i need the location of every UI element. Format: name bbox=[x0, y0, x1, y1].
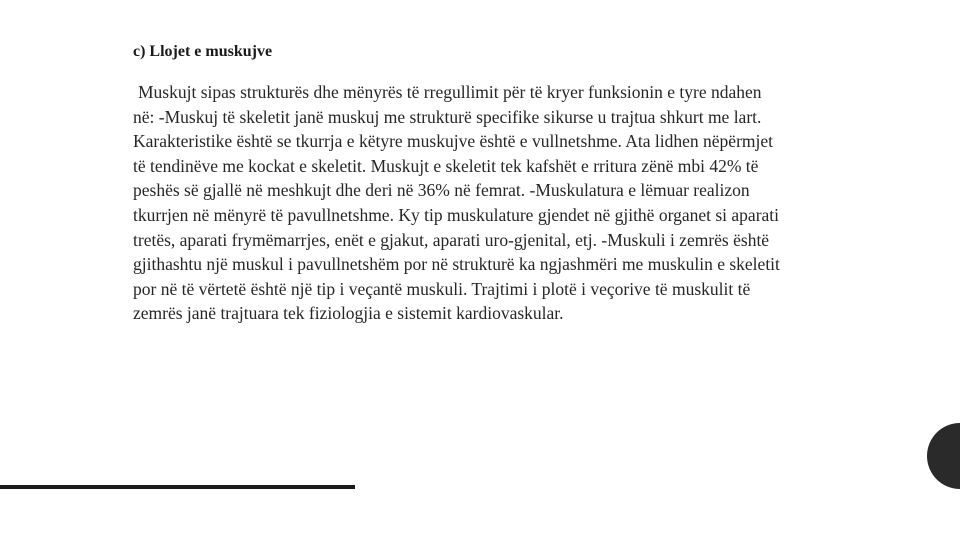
paragraph-line: zemrës janë trajtuara tek fiziologjia e sistemit kardiovaskular. bbox=[133, 303, 564, 324]
paragraph-line: Muskujt sipas strukturës dhe mënyrës të rregullimit për të kryer funksionin e tyre ndahen bbox=[138, 82, 762, 102]
paragraph-line: të tendinëve me kockat e skeletit. Muskujt e skeletit tek kafshët e rritura zënë mbi 42% të bbox=[133, 155, 759, 176]
paragraph-line: peshës së gjallë në meshkujt dhe deri në 36% në femrat. -Muskulatura e lëmuar realizon bbox=[133, 180, 750, 201]
paragraph-line: tretës, aparati frymëmarrjes, enët e gjakut, aparati uro-gjenital, etj. -Muskuli i zemrës është bbox=[133, 229, 770, 250]
paragraph-line: gjithashtu një muskul i pavullnetshëm por në strukturë ka ngjashmëri me muskulin e skeletit bbox=[133, 254, 780, 275]
decorative-corner-circle bbox=[927, 423, 960, 489]
paragraph-line: por në të vërtetë është një tip i veçantë muskuli. Trajtimi i plotë i veçorive të muskulit të bbox=[133, 278, 751, 299]
paragraph-line: në: -Muskuj të skeletit janë muskuj me strukturë specifike sikurse u trajtua shkurt me lart. bbox=[133, 106, 762, 127]
decorative-bottom-rule bbox=[0, 485, 355, 489]
paragraph-line: tkurrjen në mënyrë të pavullnetshme. Ky tip muskulature gjendet në gjithë organet si aparati bbox=[133, 204, 780, 225]
body-paragraph bbox=[133, 80, 873, 326]
section-heading: c) Llojet e muskujve bbox=[133, 43, 273, 60]
paragraph-line: Karakteristike është se tkurrja e këtyre muskujve është e vullnetshme. Ata lidhen nëpërmjet bbox=[133, 131, 773, 152]
